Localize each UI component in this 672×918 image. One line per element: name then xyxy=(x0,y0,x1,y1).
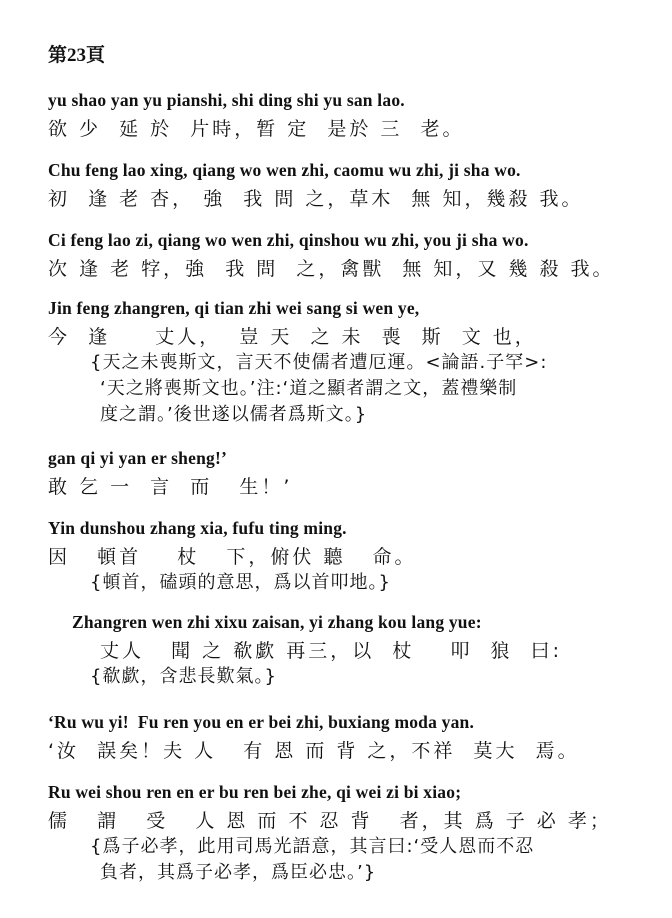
pinyin-line: Jin feng zhangren, qi tian zhi wei sang si wen ye, xyxy=(48,298,420,318)
pinyin-line: Ru wei shou ren en er bu ren bei zhe, qi wei zi bi xiao; xyxy=(48,782,462,802)
hanzi-line: 敢 乞 一 言 而 生！’ xyxy=(48,476,293,498)
pinyin-line: gan qi yi yan er sheng!’ xyxy=(48,448,228,468)
hanzi-line: 因 頓首 杖 下，俯伏 聽 命。 xyxy=(48,546,417,568)
hanzi-line: 丈人 聞 之 欷歔 再三，以 杖 叩 狼 曰: xyxy=(100,640,563,662)
page-number: 第23頁 xyxy=(48,45,106,66)
annotation-line: {欷歔，含悲長歎氣。} xyxy=(90,666,277,687)
annotation-line: 負者，其爲子必孝，爲臣必忠。’} xyxy=(100,862,377,883)
annotation-line: {爲子必孝，此用司馬光語意，其言曰:‘受人恩而不忍 xyxy=(90,836,535,857)
hanzi-line: 今 逢 丈人， 豈 天 之 未 喪 斯 文 也， xyxy=(48,326,537,348)
pinyin-line: ‘Ru wu yi! Fu ren you en er bei zhi, buxiang moda yan. xyxy=(48,712,475,732)
hanzi-line: 欲 少 延 於 片時，暂 定 是於 三 老。 xyxy=(48,118,465,140)
hanzi-line: 次 逢 老 牸，強 我 問 之，禽獸 無 知，又 幾 殺 我。 xyxy=(48,258,615,280)
hanzi-line: 初 逢 老 杏， 強 我 問 之，草木 無 知，幾殺 我。 xyxy=(48,188,584,210)
hanzi-line: ‘汝 誤矣！夫 人 有 恩 而 背 之，不祥 莫大 焉。 xyxy=(48,740,580,762)
pinyin-line: Yin dunshou zhang xia, fufu ting ming. xyxy=(48,518,347,538)
annotation-line: ‘天之將喪斯文也。’注:‘道之顯者謂之文，蓋禮樂制 xyxy=(100,378,518,399)
pinyin-line: Ci feng lao zi, qiang wo wen zhi, qinshou wu zhi, you ji sha wo. xyxy=(48,230,529,250)
pinyin-line: Zhangren wen zhi xixu zaisan, yi zhang kou lang yue: xyxy=(72,612,482,632)
annotation-line: 度之謂。’後世遂以儒者爲斯文。} xyxy=(100,404,368,425)
hanzi-line: 儒 謂 受 人 恩 而 不 忍 背 者，其 爲 子 必 孝； xyxy=(48,810,612,832)
pinyin-line: yu shao yan yu pianshi, shi ding shi yu san lao. xyxy=(48,90,405,110)
pinyin-line: Chu feng lao xing, qiang wo wen zhi, caomu wu zhi, ji sha wo. xyxy=(48,160,521,180)
annotation-line: {天之未喪斯文，言天不使儒者遭厄運。<論語.子罕>: xyxy=(90,352,548,373)
annotation-line: {頓首，磕頭的意思，爲以首叩地。} xyxy=(90,572,391,593)
